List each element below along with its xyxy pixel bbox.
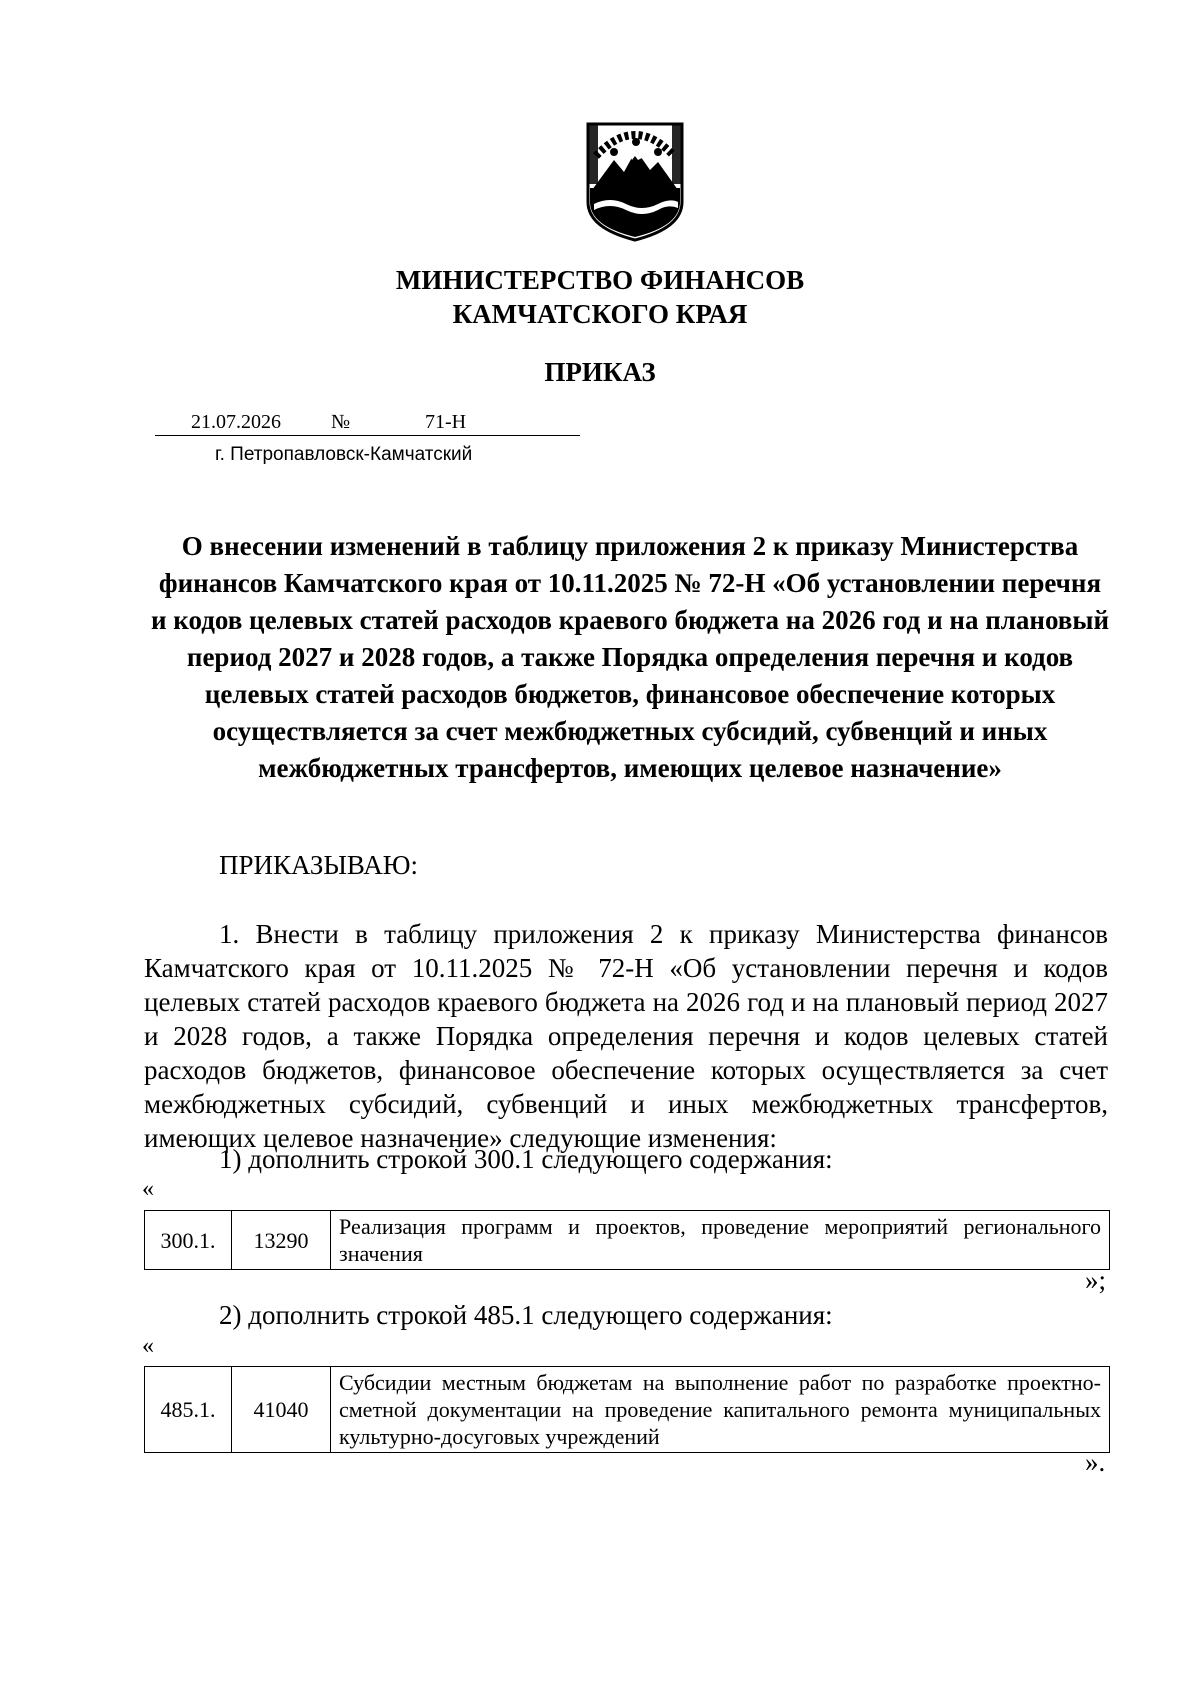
document-type: ПРИКАЗ <box>544 357 656 387</box>
registration-line <box>155 411 580 436</box>
open-quote: « <box>142 1176 154 1202</box>
coat-of-arms-icon <box>580 116 690 244</box>
subitem-1: 1) дополнить строкой 300.1 следующего содержания: <box>219 1144 833 1174</box>
ministry-name-line1: МИНИСТЕРСТВО ФИНАНСОВ <box>395 265 805 295</box>
decree-word: ПРИКАЗЫВАЮ: <box>219 850 418 880</box>
row-number: 300.1. <box>145 1211 232 1270</box>
order-number: 71-Н <box>425 411 467 433</box>
ministry-name-line2: КАМЧАТСКОГО КРАЯ <box>452 299 748 329</box>
close-quote: »; <box>1085 1265 1107 1295</box>
inserted-row-table <box>144 1366 1110 1453</box>
row-text: Реализация программ и проектов, проведение мероприятий регионального значения <box>331 1211 1110 1270</box>
row-text: Субсидии местным бюджетам на выполнение работ по разработке проектно-сметной документации на проведение капитального ремонта муниципальных культурно-досуговых учреждений <box>331 1367 1110 1453</box>
inserted-row-table <box>144 1210 1110 1270</box>
city: г. Петропавловск-Камчатский <box>215 444 473 465</box>
paragraph-1: 1. Внести в таблицу приложения 2 к приказу Министерства финансов Камчатского края от 10.11.2025 № 72-Н «Об установлении перечня и кодов целевых статей расходов краевого бюджета на 2026 год и на плановый период 2027 и 2028 годов, а также Порядка определения перечня и кодов целевых статей расходов бюджетов, финансовое обеспечение которых осуществляется за счет межбюджетных субсидий, субвенций и иных межбюджетных трансфертов, имеющих целевое назначение» следующие изменения: <box>144 919 1108 1153</box>
row-code: 41040 <box>232 1367 331 1453</box>
subitem-2: 2) дополнить строкой 485.1 следующего содержания: <box>219 1300 833 1330</box>
number-sign: № <box>331 411 351 433</box>
table-row <box>145 1367 1110 1453</box>
order-subject: О внесении изменений в таблицу приложения 2 к приказу Министерства финансов Камчатского края от 10.11.2025 № 72-Н «Об установлении перечня и кодов целевых статей расходов краевого бюджета на 2026 год и на плановый период 2027 и 2028 годов, а также Порядка определения перечня и кодов целевых статей расходов бюджетов, финансовое обеспечение которых осуществляется за счет межбюджетных субсидий, субвенций и иных межбюджетных трансфертов, имеющих целевое назначение» <box>151 531 1109 783</box>
order-date: 21.07.2026 <box>191 411 281 433</box>
row-number: 485.1. <box>145 1367 232 1453</box>
row-code: 13290 <box>232 1211 331 1270</box>
open-quote: « <box>142 1333 154 1359</box>
close-quote: ». <box>1085 1447 1106 1477</box>
table-row <box>145 1211 1110 1270</box>
